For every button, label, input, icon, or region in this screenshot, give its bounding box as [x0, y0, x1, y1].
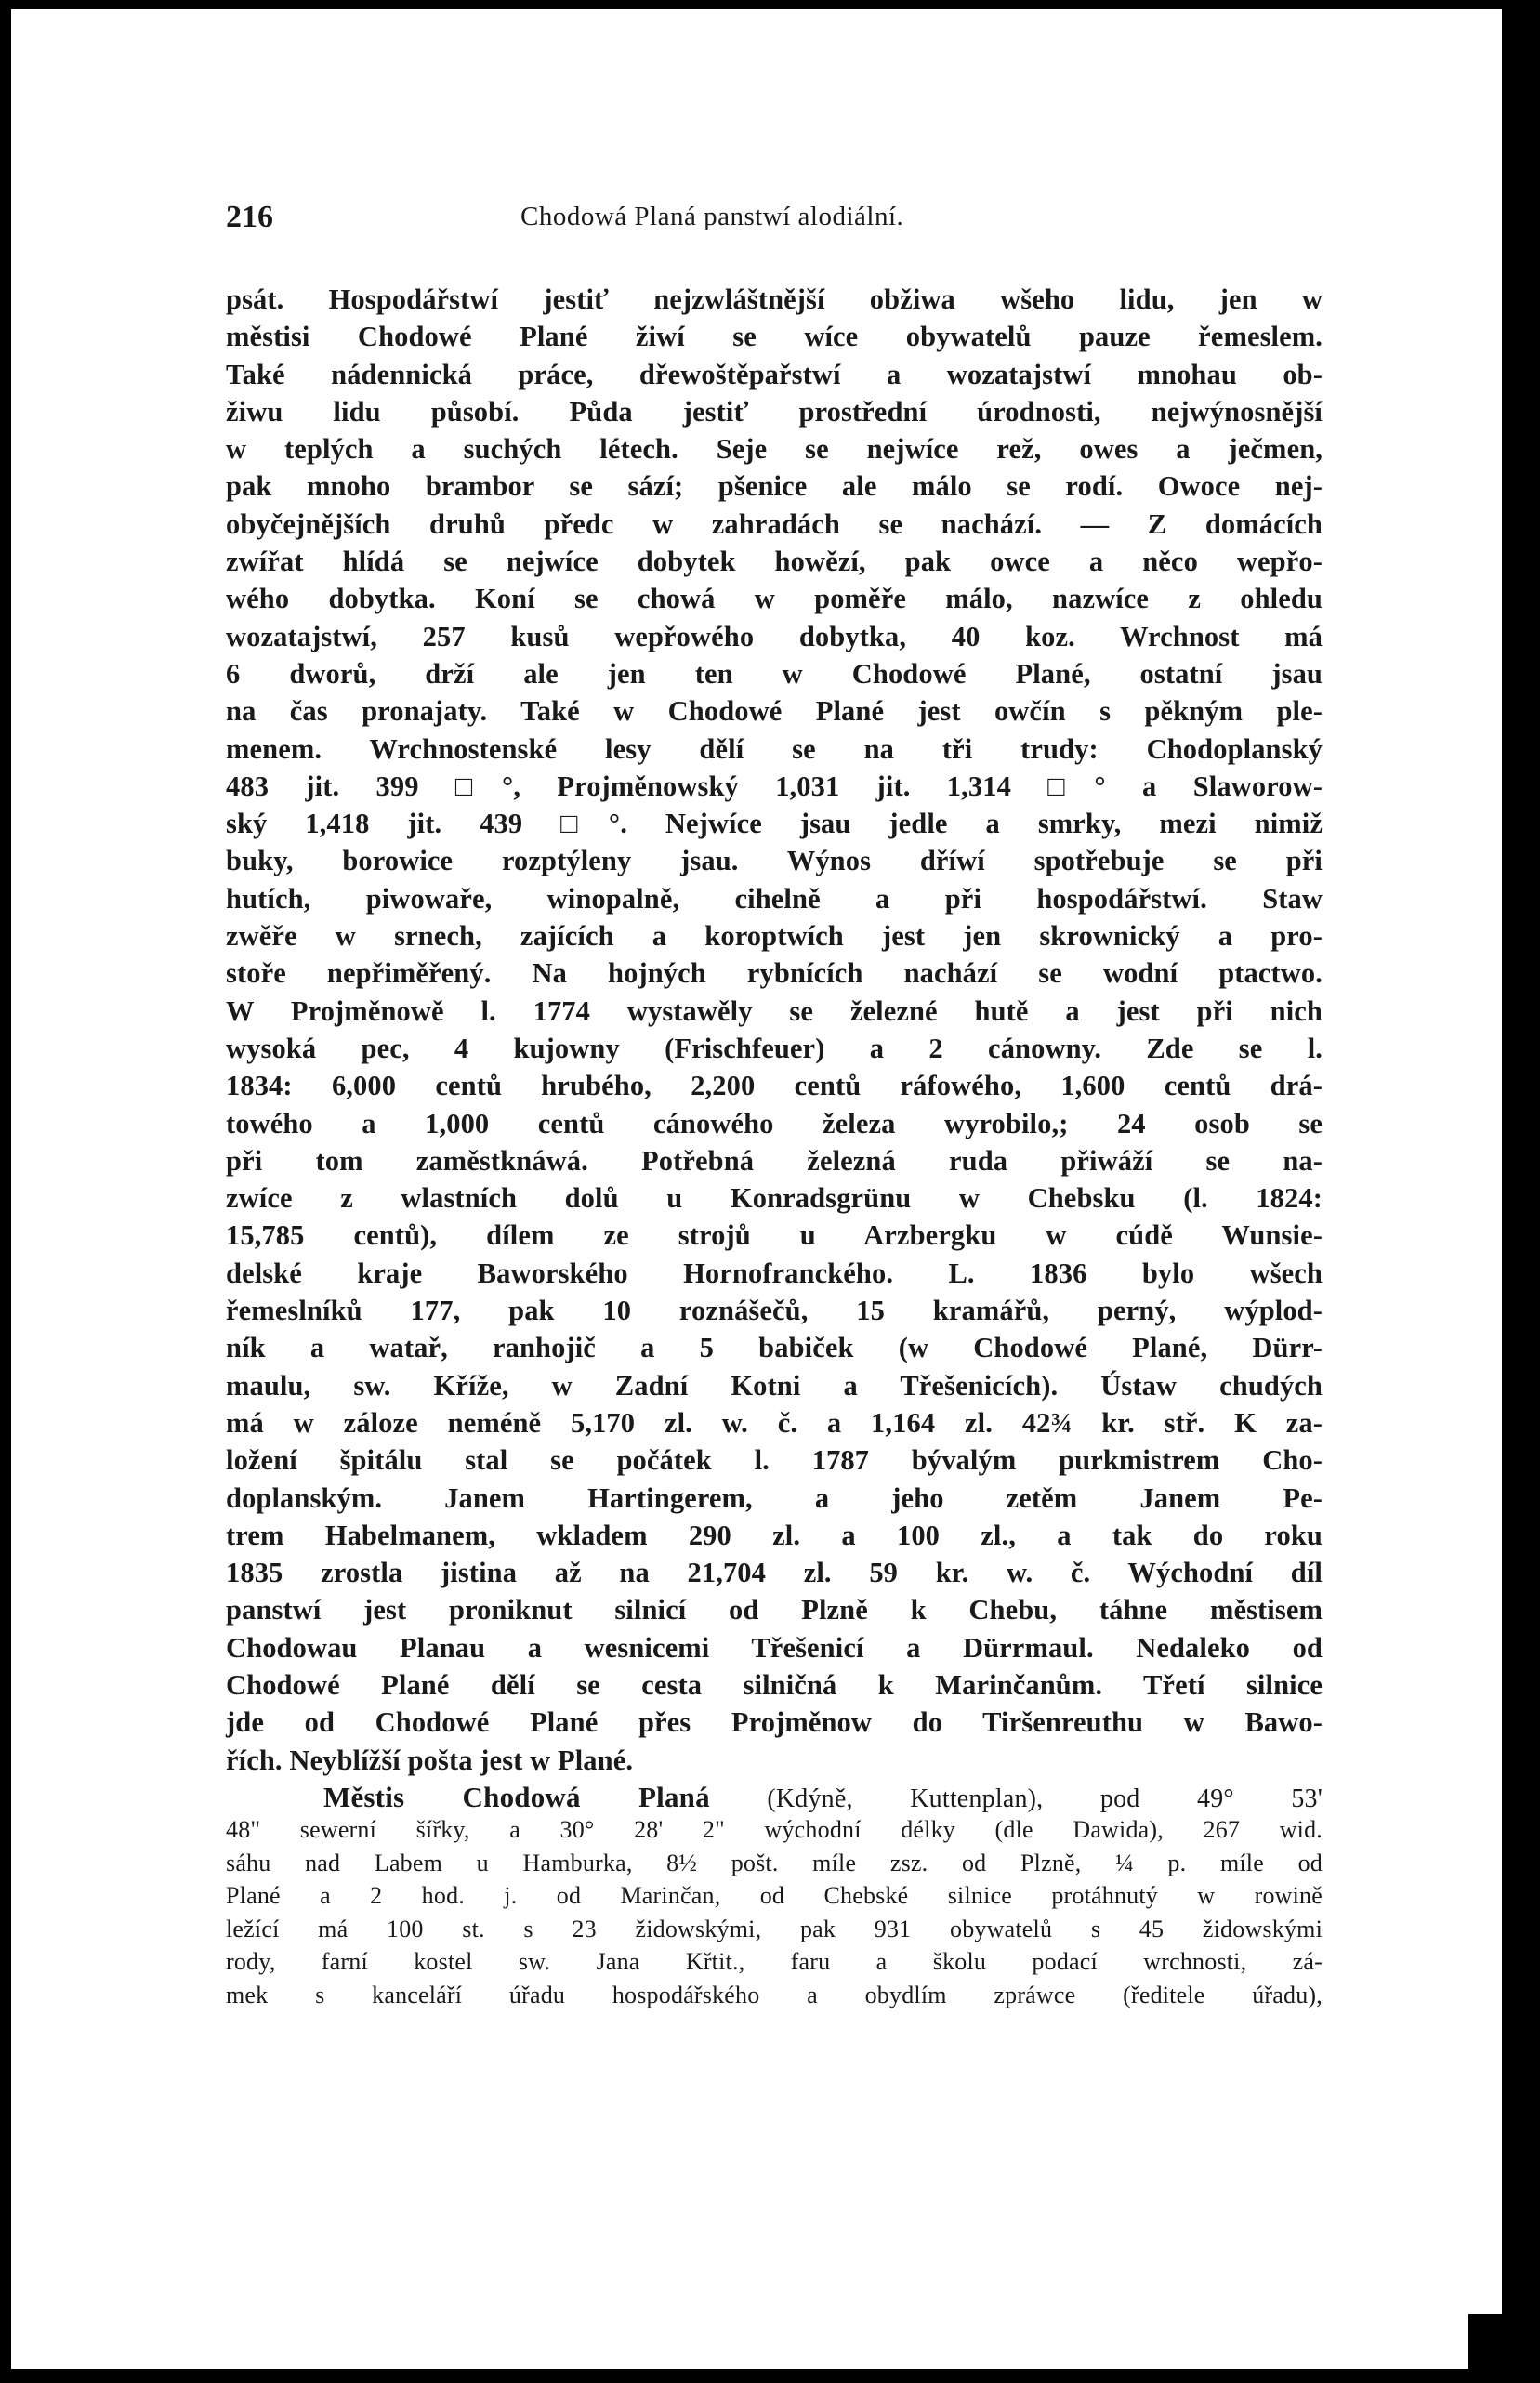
entry-line: 48" sewerní šířky, a 30° 28' 2" wýchodní délky (dle Dawida), 267 wid. — [226, 1816, 1323, 1844]
scan-edge-right — [1502, 0, 1540, 2383]
entry-line: mek s kanceláří úřadu hospodářského a obydlím zpráwce (ředitele úřadu), — [226, 1981, 1323, 2008]
entry-first-line — [226, 1781, 1323, 1814]
book-page — [226, 191, 1323, 2049]
text-line: ník a watař, ranhojič a 5 babiček (w Chodowé Plané, Dürr- — [226, 1332, 1323, 1364]
page-number: 216 — [226, 200, 273, 234]
text-line: zwíce z wlastních dolů u Konradsgrünu w Chebsku (l. 1824: — [226, 1182, 1323, 1215]
entry-line: sáhu nad Labem u Hamburka, 8½ pošt. míle zsz. od Plzně, ¼ p. míle od — [226, 1849, 1323, 1876]
text-line: jde od Chodowé Plané přes Projměnow do Tiršenreuthu w Bawo- — [226, 1706, 1323, 1739]
text-line: Chodowé Plané dělí se cesta silničná k Marinčanům. Třetí silnice — [226, 1668, 1323, 1701]
entry-line: ležící má 100 st. s 23 židowskými, pak 931 obywatelů s 45 židowskými — [226, 1915, 1323, 1942]
text-line: hutích, piwowaře, winopalně, cihelně a při hospodářstwí. Staw — [226, 882, 1323, 915]
entry-line: Plané a 2 hod. j. od Marinčan, od Chebské silnice protáhnutý w rowině — [226, 1882, 1323, 1910]
entry-line: rody, farní kostel sw. Jana Křtit., faru a školu podací wrchnosti, zá- — [226, 1948, 1323, 1976]
text-line: Chodowau Planau a wesnicemi Třešenicí a Dürrmaul. Nedaleko od — [226, 1631, 1323, 1664]
entry-lines — [226, 1813, 1323, 2011]
entry-title: Městis Chodowá Planá — [323, 1780, 710, 1813]
text-line: zwěře w srnech, zajících a koroptwích jest jen skrownický a pro- — [226, 920, 1323, 953]
text-line: řemeslníků 177, pak 10 roznášečů, 15 kramářů, perný, wýplod- — [226, 1295, 1323, 1327]
text-line: wysoká pec, 4 kujowny (Frischfeuer) a 2 cánowny. Zde se l. — [226, 1032, 1323, 1064]
text-line: 483 jit. 399 □°, Projměnowský 1,031 jit. 1,314 □° a Slaworow- — [226, 770, 1323, 802]
text-line: psát. Hospodářstwí jestiť nejzwláštnější obžiwa wšeho lidu, jen w — [226, 283, 1323, 315]
text-line: 15,785 centů), dílem ze strojů u Arzbergku w cúdě Wunsie- — [226, 1219, 1323, 1252]
scan-edge-bottom — [0, 2369, 1540, 2383]
text-line: pak mnoho brambor se sází; pšenice ale málo se rodí. Owoce nej- — [226, 470, 1323, 503]
text-line: maulu, sw. Kříže, w Zadní Kotni a Třešenicích). Ústaw chudých — [226, 1369, 1323, 1402]
text-line: městisi Chodowé Plané žiwí se wíce obywatelů pauze řemeslem. — [226, 321, 1323, 353]
scan-corner — [1468, 2314, 1540, 2383]
text-line: buky, borowice rozptýleny jsau. Wýnos dříwí spotřebuje se při — [226, 845, 1323, 877]
text-line: delské kraje Baworského Hornofranckého. L. 1836 bylo wšech — [226, 1257, 1323, 1289]
place-entry — [226, 1781, 1323, 2012]
text-line: w teplých a suchých létech. Seje se nejwíce rež, owes a ječmen, — [226, 433, 1323, 466]
text-line: wého dobytka. Koní se chowá w poměře málo, nazwíce z ohledu — [226, 583, 1323, 615]
text-line: 1835 zrostla jistina až na 21,704 zl. 59 kr. w. č. Wýchodní díl — [226, 1557, 1323, 1589]
text-line: při tom zaměstknáwá. Potřebná železná ruda přiwáží se na- — [226, 1144, 1323, 1177]
text-line: ský 1,418 jit. 439 □°. Nejwíce jsau jedle a smrky, mezi nimiž — [226, 808, 1323, 840]
text-line: wozatajstwí, 257 kusů wepřowého dobytka, 40 koz. Wrchnost má — [226, 620, 1323, 652]
body-paragraph — [226, 281, 1323, 1779]
entry-first-line-rest: (Kdýně, Kuttenplan), pod 49° 53' — [767, 1784, 1323, 1813]
text-line: 6 dworů, drží ale jen ten w Chodowé Plané, ostatní jsau — [226, 657, 1323, 690]
text-line: žiwu lidu působí. Půda jestiť prostřední úrodnosti, nejwýnosnější — [226, 395, 1323, 428]
text-line: W Projměnowě l. 1774 wystawěly se železné hutě a jest při nich — [226, 994, 1323, 1027]
text-line: na čas pronajaty. Také w Chodowé Plané jest owčín s pěkným ple- — [226, 695, 1323, 728]
text-line: Také nádennická práce, dřewoštěpařstwí a wozatajstwí mnohau ob- — [226, 358, 1323, 390]
page-header — [226, 191, 1323, 246]
text-line: obyčejnějších druhů předc w zahradách se nachází. — Z domácích — [226, 507, 1323, 540]
text-line: trem Habelmanem, wkladem 290 zl. a 100 zl., a tak do roku — [226, 1519, 1323, 1551]
text-line: doplanským. Janem Hartingerem, a jeho zetěm Janem Pe- — [226, 1481, 1323, 1514]
text-line: towého a 1,000 centů cánowého železa wyrobilo,; 24 osob se — [226, 1107, 1323, 1139]
text-line: řích. Neyblížší pošta jest w Plané. — [226, 1744, 634, 1776]
text-line: 1834: 6,000 centů hrubého, 2,200 centů ráfowého, 1,600 centů drá- — [226, 1070, 1323, 1102]
text-line: zwířat hlídá se nejwíce dobytek howězí, pak owce a něco wepřo- — [226, 546, 1323, 578]
text-line: má w záloze neméně 5,170 zl. w. č. a 1,164 zl. 42¾ kr. stř. K za- — [226, 1406, 1323, 1439]
running-title: Chodowá Planá panstwí alodiální. — [520, 202, 904, 231]
text-line: menem. Wrchnostenské lesy dělí se na tři trudy: Chodoplanský — [226, 732, 1323, 765]
text-line: panstwí jest proniknut silnicí od Plzně k Chebu, táhne městisem — [226, 1594, 1323, 1626]
text-line: stoře nepřiměřený. Na hojných rybnících nachází se wodní ptactwo. — [226, 957, 1323, 990]
text-line: ložení špitálu stal se počátek l. 1787 bývalým purkmistrem Cho- — [226, 1444, 1323, 1477]
